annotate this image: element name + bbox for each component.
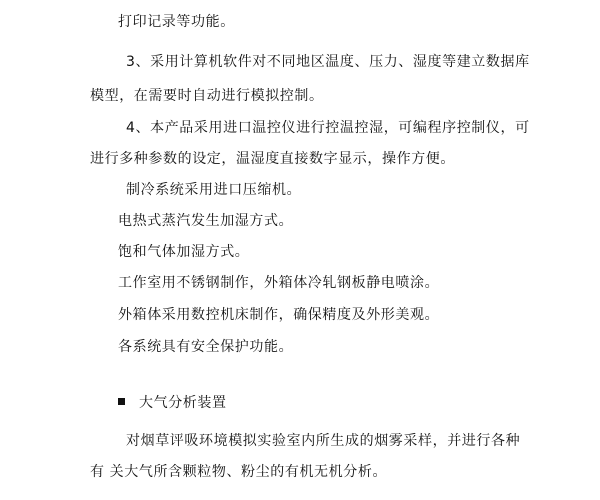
section-text-line-2: 有 关大气所含颗粒物、粉尘的有机无机分析。 — [90, 464, 388, 480]
section-heading — [118, 393, 227, 413]
text-line-6: 制冷系统采用进口压缩机。 — [126, 182, 302, 198]
text-line-4: 4、本产品采用进口温控仪进行控温控湿，可编程序控制仪，可 — [126, 120, 530, 136]
text-line-8: 饱和气体加湿方式。 — [118, 244, 250, 260]
text-line-1: 打印记录等功能。 — [118, 14, 235, 30]
text-line-10: 外箱体采用数控机床制作，确保精度及外形美观。 — [118, 307, 440, 323]
text-line-5: 进行多种参数的设定，温湿度直接数字显示，操作方便。 — [90, 151, 455, 167]
square-bullet-icon — [118, 398, 125, 405]
text-line-9: 工作室用不锈钢制作，外箱体冷轧钢板静电喷涂。 — [118, 275, 440, 291]
text-line-7: 电热式蒸汽发生加湿方式。 — [118, 213, 294, 229]
section-text-line-1: 对烟草评吸环境模拟实验室内所生成的烟雾采样，并进行各种 — [126, 433, 521, 449]
text-line-11: 各系统具有安全保护功能。 — [118, 339, 294, 355]
section-heading-text: 大气分析装置 — [139, 395, 227, 411]
text-line-3: 模型，在需要时自动进行模拟控制。 — [90, 88, 324, 104]
text-line-2: 3、采用计算机软件对不同地区温度、压力、湿度等建立数据库 — [126, 54, 530, 70]
